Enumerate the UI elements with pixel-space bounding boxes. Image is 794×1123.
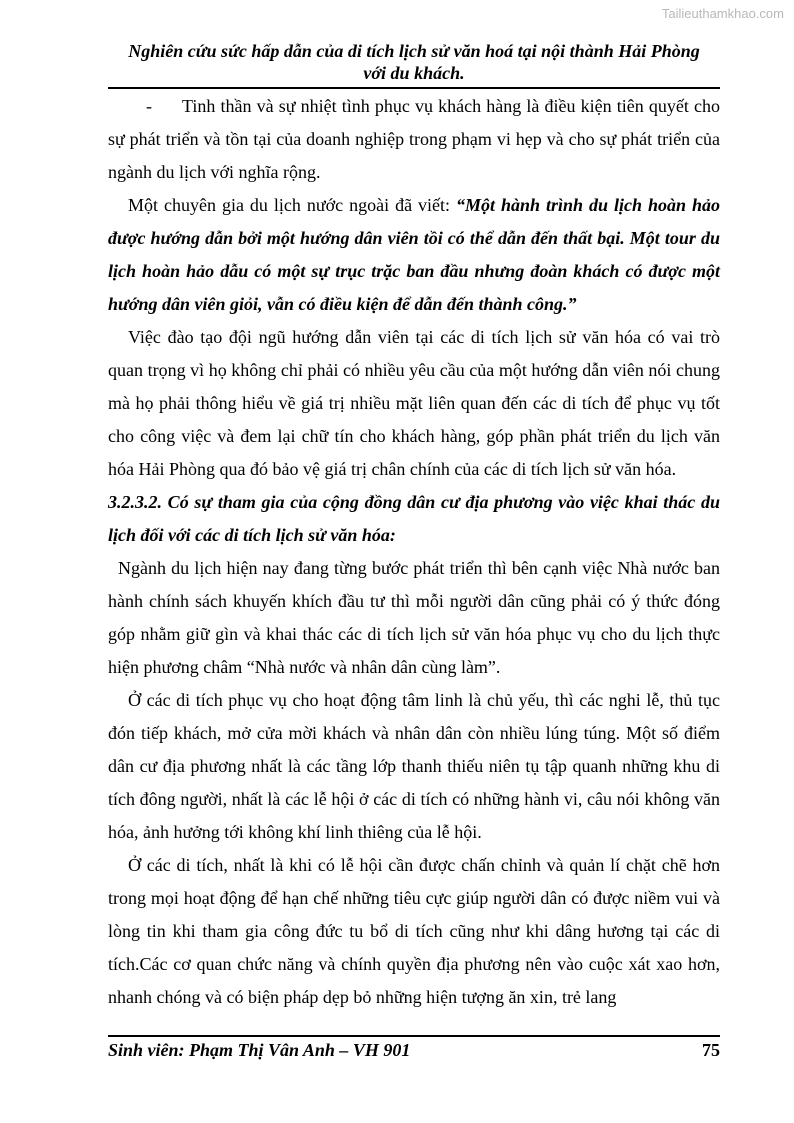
paragraph-community: Ngành du lịch hiện nay đang từng bước phát triển thì bên cạnh việc Nhà nước ban hành chính sách khuyến khích đầu tư thì mỗi người dân cũng phải có ý thức đóng góp nhằm giữ gìn và khai thác các di tích lịch sử văn hóa phục vụ cho du lịch thực hiện phương châm “Nhà nước và nhân dân cùng làm”. [108, 558, 720, 677]
watermark: Tailieuthamkhao.com [661, 6, 784, 21]
bullet-dash: - [146, 96, 152, 116]
quote-paragraph [108, 189, 720, 321]
paragraph-training: Việc đào tạo đội ngũ hướng dẫn viên tại các di tích lịch sử văn hóa có vai trò quan trọng vì họ không chỉ phải có nhiều yêu cầu của một hướng dẫn viên nói chung mà họ phải thông hiểu về giá trị nhiều mặt liên quan đến các di tích để phục vụ tốt cho công việc và đem lại chữ tín cho khách hàng, góp phần phát triển du lịch văn hóa Hải Phòng qua đó bảo vệ giá trị chân chính của các di tích lịch sử văn hóa. [108, 327, 720, 479]
footer-student: Sinh viên: Phạm Thị Vân Anh – VH 901 [108, 1040, 411, 1060]
bullet-text: Tinh thần và sự nhiệt tình phục vụ khách hàng là điều kiện tiên quyết cho sự phát triển và tồn tại của doanh nghiệp trong phạm vi hẹp và cho sự phát triển của ngành du lịch với nghĩa rộng. [108, 96, 720, 182]
footer-rule [108, 1035, 720, 1037]
quote-text: “Một hành trình du lịch hoàn hảo được hướng dẫn bởi một hướng dân viên tồi có thể dẫn đến thất bại. Một tour du lịch hoàn hảo dẫu có một sự trục trặc ban đầu nhưng đoàn khách có được một hướng dân viên giỏi, vẫn có điều kiện để dẫn đến thành công.” [108, 195, 720, 314]
paragraph-festival-management: Ở các di tích, nhất là khi có lễ hội cần được chấn chỉnh và quản lí chặt chẽ hơn trong mọi hoạt động để hạn chế những tiêu cực giúp người dân có được niềm vui và lòng tin khi tham gia công đức tu bổ di tích cũng như khi dâng hương tại các di tích.Các cơ quan chức năng và chính quyền địa phương nên vào cuộc xát xao hơn, nhanh chóng và có biện pháp dẹp bỏ những hiện tượng ăn xin, trẻ lang [108, 855, 720, 1007]
header-title-line2: với du khách. [363, 63, 465, 83]
page-number: 75 [702, 1040, 720, 1060]
page-header [108, 40, 720, 84]
header-rule [108, 87, 720, 89]
section-heading: 3.2.3.2. Có sự tham gia của cộng đồng dân cư địa phương vào việc khai thác du lịch đối với các di tích lịch sử văn hóa: [108, 492, 720, 545]
header-title-line1: Nghiên cứu sức hấp dẫn của di tích lịch sử văn hoá tại nội thành Hải Phòng [128, 41, 700, 61]
paragraph-spiritual-sites: Ở các di tích phục vụ cho hoạt động tâm linh là chủ yếu, thì các nghi lễ, thủ tục đón tiếp khách, mở cửa mời khách và nhân dân còn nhiều lúng túng. Một số điểm dân cư địa phương nhất là các tầng lớp thanh thiếu niên tụ tập quanh những khu di tích đông người, nhất là các lễ hội ở các di tích có những hành vi, câu nói không văn hóa, ảnh hưởng tới không khí linh thiêng của lễ hội. [108, 690, 720, 842]
page-content [108, 90, 720, 1014]
quote-lead: Một chuyên gia du lịch nước ngoài đã viết: [128, 195, 457, 215]
bullet-paragraph [108, 90, 720, 189]
